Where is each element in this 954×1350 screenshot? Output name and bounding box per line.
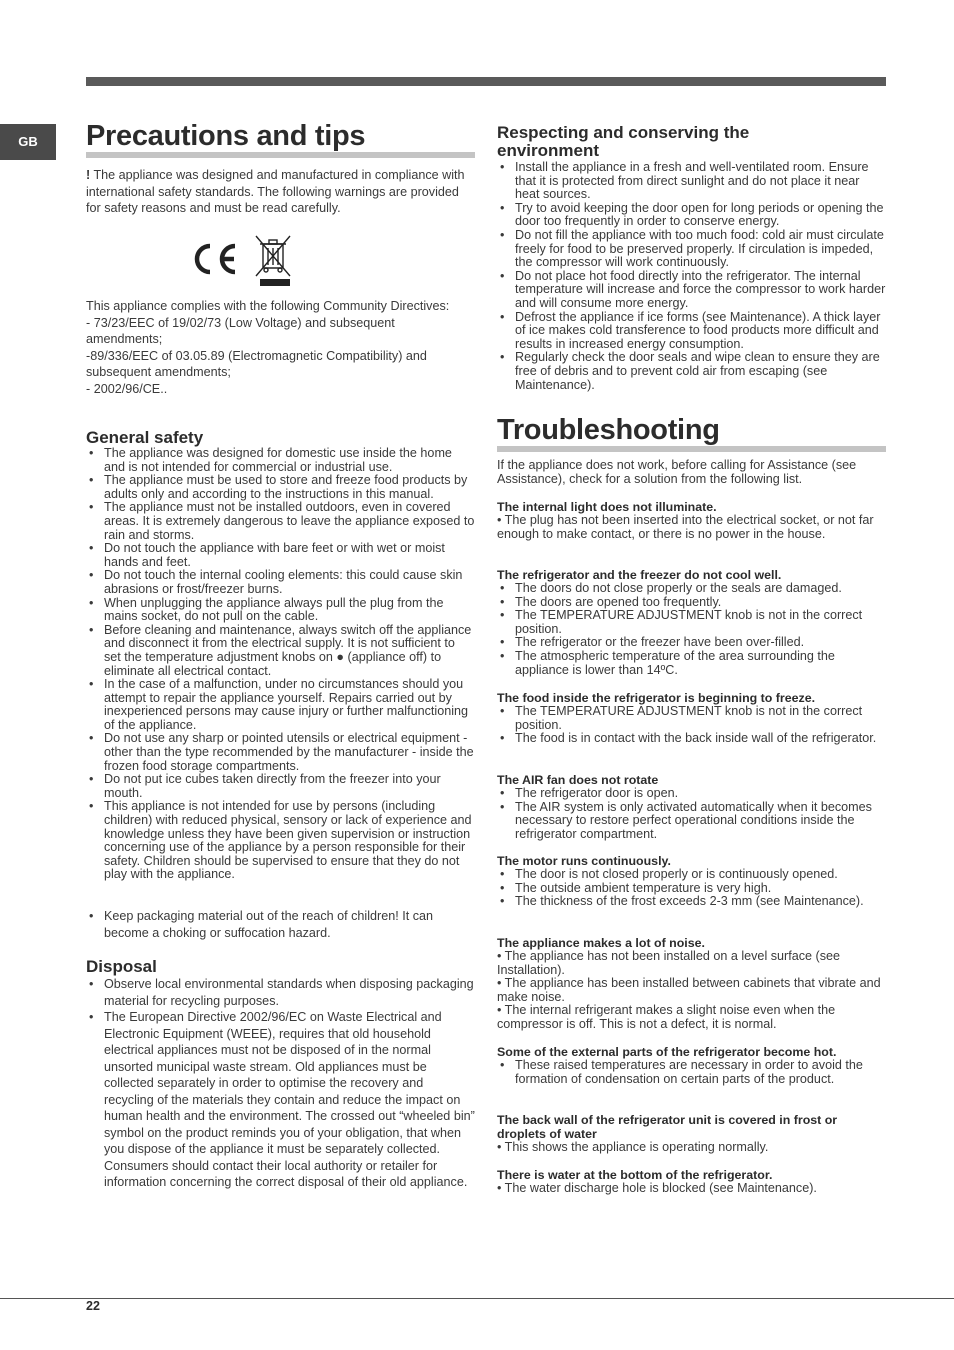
directives-line: - 2002/96/CE.. [86,381,168,396]
general-safety-list-end [86,908,475,941]
list-item: • The appliance must not be installed outdoors, even in covered areas. It is extremely dangerous to leave the appliance exposed to rain and storms. [86,501,475,542]
language-tab: GB [0,124,56,160]
intro-text: The appliance was designed and manufactured in compliance with international safety standards. The following warnings are provided for safety reasons and must be read carefully. [86,168,465,215]
issue-text: • The internal refrigerant makes a slight noise even when the compressor is off. This is not a defect, it is normal. [497,1003,836,1031]
precautions-title: Precautions and tips [86,120,475,158]
directives-block [86,298,466,397]
issue-text: • The plug has not been inserted into the electrical socket, or not far enough to make contact, or there is no power in the house. [497,513,874,541]
list-item: • The door is not closed properly or is continuously opened. [497,868,886,882]
list-item: • The TEMPERATURE ADJUSTMENT knob is not in the correct position. [497,705,886,732]
list-item: • Observe local environmental standards when disposing packaging material for recycling purposes. [86,976,475,1009]
list-item: • Regularly check the door seals and wipe clean to ensure they are free of debris and to prevent cold air from escaping (see Maintenance). [497,351,886,392]
issue-heading: The refrigerator and the freezer do not cool well. [497,568,782,582]
list-item: • The appliance must be used to store and freeze food products by adults only and according to the instructions in this manual. [86,474,475,501]
compliance-symbols [188,232,298,288]
list-item: • Install the appliance in a fresh and well-ventilated room. Ensure that it is protected from direct sunlight and do not place it near heat sources. [497,161,886,202]
list-item: • Do not use any sharp or pointed utensils or electrical equipment - other than the type recommended by the manufacturer - inside the frozen food storage compartments. [86,732,475,773]
list-item: • The appliance was designed for domestic use inside the home and is not intended for commercial or industrial use. [86,447,475,474]
directives-line: This appliance complies with the following Community Directives: [86,299,450,313]
issue-motor [497,854,886,909]
list-item: • The refrigerator door is open. [497,787,886,801]
list-item: • The atmospheric temperature of the area surrounding the appliance is lower than 14ºC. [497,650,886,677]
list-item: • The TEMPERATURE ADJUSTMENT knob is not in the correct position. [497,609,886,636]
list-item: • The thickness of the frost exceeds 2-3 mm (see Maintenance). [497,895,886,909]
issue-heading: The appliance makes a lot of noise. [497,936,705,950]
list-item: • Do not put ice cubes taken directly from the freezer into your mouth. [86,773,475,800]
directives-line: - 73/23/EEC of 19/02/73 (Low Voltage) and subsequent amendments; [86,315,395,346]
issue-text: • The water discharge hole is blocked (see Maintenance). [497,1181,817,1195]
list-item: • When unplugging the appliance always pull the plug from the mains socket, do not pull on the cable. [86,597,475,624]
issue-frost [497,1113,886,1155]
list-item: • Before cleaning and maintenance, always switch off the appliance and disconnect it from the electrical supply. It is not sufficient to set the temperature adjustment knobs on ● (appliance off) to eliminate all electrical contact. [86,624,475,678]
issue-heading: The back wall of the refrigerator unit is covered in frost or droplets of water [497,1113,838,1141]
warning-mark: ! [86,168,91,182]
general-safety-list [86,447,475,882]
disposal-title: Disposal [86,957,157,976]
issue-noise [497,936,886,1032]
issue-heading: The AIR fan does not rotate [497,773,659,787]
list-item: • Do not fill the appliance with too much food: cold air must circulate freely for food to be preserved properly. If circulation is impeded, the compressor will work continuously. [497,229,886,270]
directives-line: -89/336/EEC of 03.05.89 (Electromagnetic Compatibility) and subsequent amendments; [86,348,427,379]
list-item: • This appliance is not intended for use by persons (including children) with reduced physical, sensory or lack of experience and knowledge unless they have been given supervision or instruction concerning use of the appliance by a person responsible for their safety. Children should be supervised to ensure that they do not play with the appliance. [86,800,475,882]
top-rule [86,77,886,86]
issue-water [497,1168,886,1196]
list-item: • The refrigerator or the freezer have been over-filled. [497,636,886,650]
list-item: • Keep packaging material out of the reach of children! It can become a choking or suffocation hazard. [86,908,475,941]
list-item: • Do not touch the appliance with bare feet or with wet or moist hands and feet. [86,542,475,569]
issue-text: • The appliance has not been installed on a level surface (see Installation). [497,949,841,977]
list-item: • In the case of a malfunction, under no circumstances should you attempt to repair the appliance yourself. Repairs carried out by inexperienced persons may cause injury or further malfunctioning of the appliance. [86,678,475,732]
issue-hot-parts [497,1045,886,1086]
issue-heading: The internal light does not illuminate. [497,500,717,514]
issue-light [497,500,886,541]
issue-heading: Some of the external parts of the refrigerator become hot. [497,1045,837,1059]
list-item: • The European Directive 2002/96/EC on Waste Electrical and Electronic Equipment (WEEE), requires that old household electrical appliances must not be disposed of in the normal unsorted municipal waste stream. Old appliances must be collected separately in order to optimise the recovery and recycling of the materials they contain and reduce the impact on human health and the environment. The crossed out “wheeled bin” symbol on the product reminds you of your obligation, that when you dispose of the appliance it must be separately collected. Consumers should contact their local authority or retailer for information concerning the correct disposal of their old appliance. [86,1009,475,1191]
ce-mark-icon [197,246,235,272]
issue-heading: The motor runs continuously. [497,854,671,868]
crossed-bin-icon [256,236,290,276]
list-item: • Do not place hot food directly into the refrigerator. The internal temperature will increase and force the compressor to work harder and will consume more energy. [497,270,886,311]
environment-list [497,161,886,392]
issue-text: • This shows the appliance is operating normally. [497,1140,769,1154]
list-item: • These raised temperatures are necessary in order to avoid the formation of condensation on certain parts of the product. [497,1059,886,1086]
list-item: • The AIR system is only activated automatically when it becomes necessary to restore perfect operational conditions inside the refrigerator compartment. [497,801,886,842]
list-item: • Defrost the appliance if ice forms (see Maintenance). A thick layer of ice makes cold transference to food products more difficult and results in increased energy consumption. [497,311,886,352]
issue-fan [497,773,886,841]
list-item: • Try to avoid keeping the door open for long periods or opening the door too frequently in order to conserve energy. [497,202,886,229]
list-item: • The food is in contact with the back inside wall of the refrigerator. [497,732,886,746]
list-item: • Do not touch the internal cooling elements: this could cause skin abrasions or frost/freezer burns. [86,569,475,596]
issue-freezing [497,691,886,746]
list-item: • The doors do not close properly or the seals are damaged. [497,582,886,596]
list-item: • The doors are opened too frequently. [497,596,886,610]
issue-heading: The food inside the refrigerator is beginning to freeze. [497,691,816,705]
issue-cooling [497,568,886,677]
issue-text: • The appliance has been installed between cabinets that vibrate and make noise. [497,976,881,1004]
troubleshooting-title: Troubleshooting [497,414,886,452]
page-number: 22 [86,1299,100,1313]
general-safety-title: General safety [86,428,204,447]
bottom-rule [0,1298,954,1299]
bin-bar-icon [260,279,290,286]
environment-title: Respecting and conserving the environment [497,123,750,160]
list-item: • The outside ambient temperature is very high. [497,882,886,896]
troubleshooting-intro: If the appliance does not work, before calling for Assistance (see Assistance), check for a solution from the following list. [497,458,857,486]
issue-heading: There is water at the bottom of the refrigerator. [497,1168,773,1182]
intro-paragraph [86,167,466,217]
disposal-list [86,976,475,1191]
